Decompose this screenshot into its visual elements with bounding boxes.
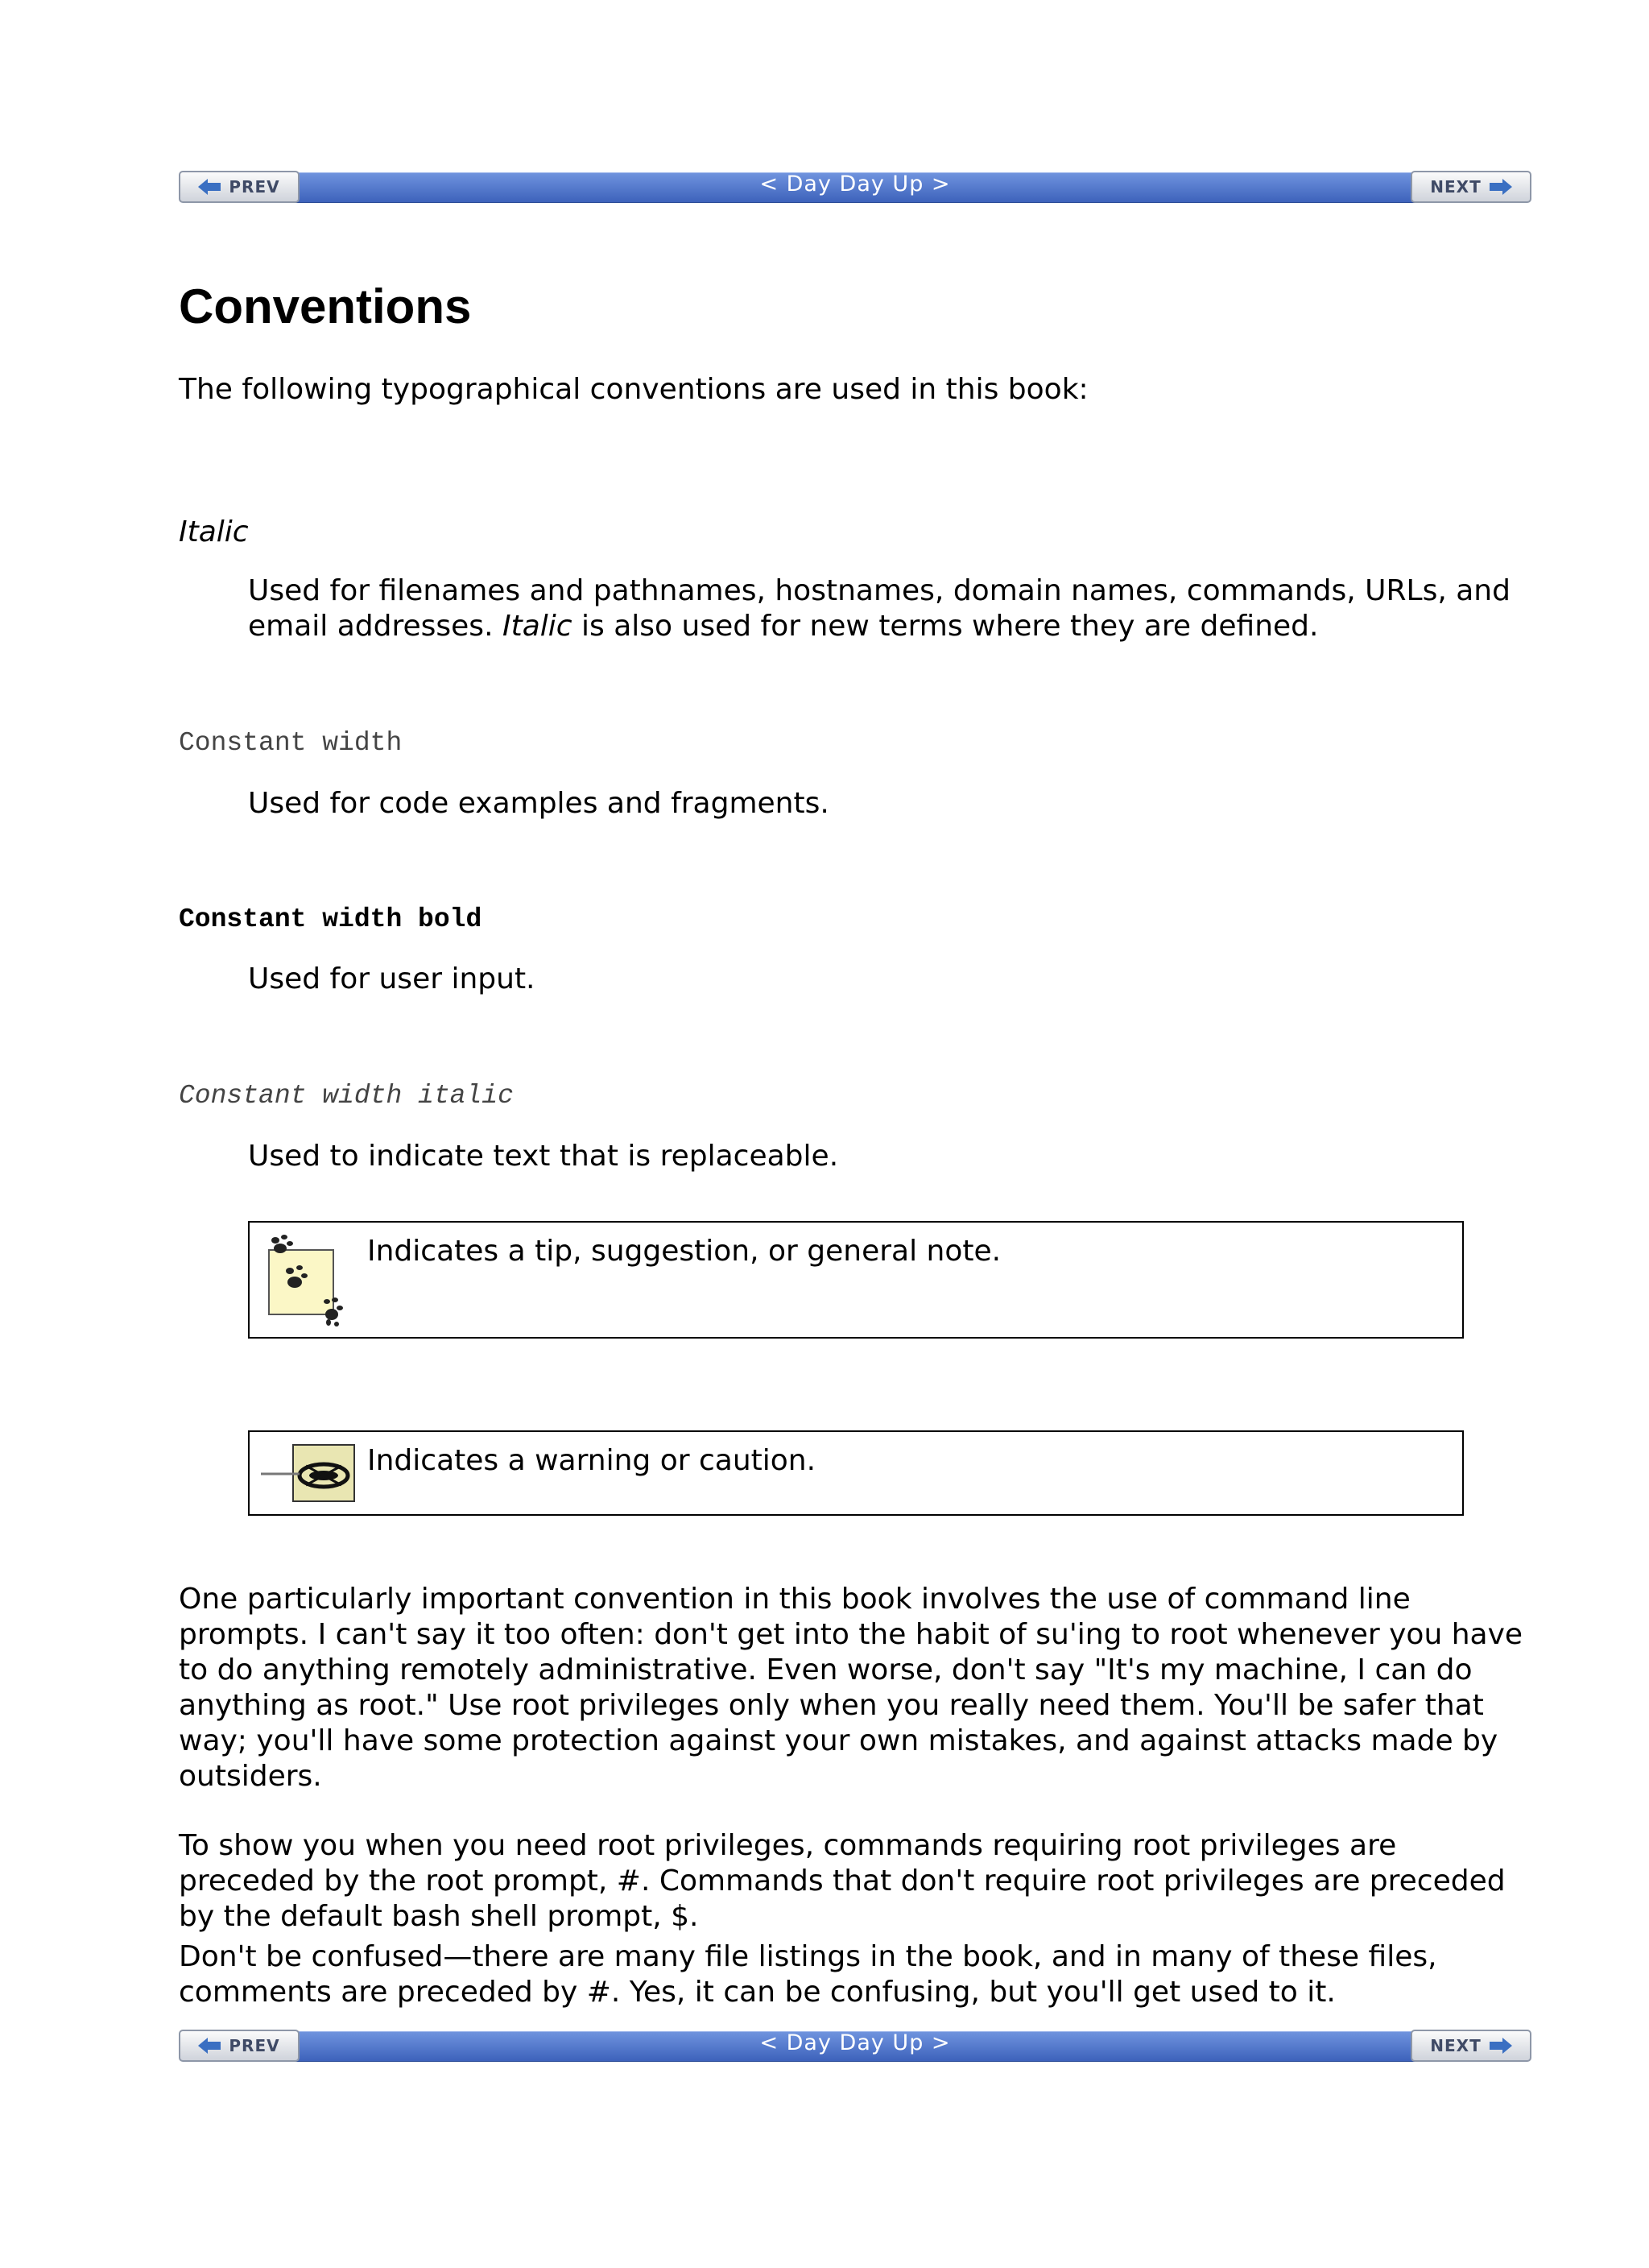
tip-paw-icon <box>258 1232 348 1329</box>
paragraph-root-privileges: To show you when you need root privileges, commands requiring root privileges are preceded by the root prompt, #. Commands that don't require root privileges are preceded by the default bash shell prompt, $. <box>179 1829 1506 1933</box>
top-navbar <box>179 171 1531 203</box>
term-constant-width-bold: Constant width bold <box>179 904 482 934</box>
prev-button[interactable] <box>179 171 300 203</box>
next-button[interactable] <box>1411 171 1531 203</box>
definition-constant-width-bold: Used for user input. <box>248 962 535 995</box>
paragraph-dont-be-confused: Don't be confused—there are many file listings in the book, and in many of these files, comments are preceded by #. Yes, it can be confusing, but you'll get used to it. <box>179 1940 1437 2009</box>
definition-italic-before: Used for filenames and pathnames, hostnames, domain names, commands, URLs, and email addresses. <box>248 574 1511 643</box>
paragraph-root-prompts: One particularly important convention in this book involves the use of command line prompts. I can't say it too often: don't get into the habit of su'ing to root whenever you have to do anything remotely administrative. Even worse, don't say "It's my machine, I can do anything as root." Use root privileges only when you really need them. You'll be safer that way; you'll have some protection against your own mistakes, and against attacks made by outsiders. <box>179 1583 1523 1793</box>
next-label-bottom: NEXT <box>1430 2036 1482 2055</box>
warning-trap-icon <box>258 1442 356 1506</box>
arrow-left-icon <box>198 2038 221 2054</box>
arrow-right-icon <box>1490 179 1512 195</box>
arrow-right-icon <box>1490 2038 1512 2054</box>
intro-text: The following typographical conventions are used in this book: <box>179 373 1089 406</box>
definition-constant-width-italic: Used to indicate text that is replaceable. <box>248 1140 839 1173</box>
arrow-left-icon <box>198 179 221 195</box>
definition-italic-after: is also used for new terms where they are defined. <box>581 610 1319 643</box>
page-title: Conventions <box>179 279 472 333</box>
tip-note-text: Indicates a tip, suggestion, or general note. <box>367 1235 1002 1268</box>
next-button-bottom[interactable] <box>1411 2030 1531 2062</box>
definition-constant-width: Used for code examples and fragments. <box>248 787 829 820</box>
prev-label-bottom: PREV <box>229 2036 280 2055</box>
prev-button-bottom[interactable] <box>179 2030 300 2062</box>
term-constant-width: Constant width <box>179 728 403 758</box>
warning-note-text: Indicates a warning or caution. <box>367 1444 816 1477</box>
bottom-navbar <box>179 2030 1531 2062</box>
term-constant-width-italic: Constant width italic <box>179 1081 514 1111</box>
day-day-up-link-bottom[interactable]: < Day Day Up > <box>759 2030 951 2055</box>
term-italic: Italic <box>179 515 249 548</box>
definition-italic-em: Italic <box>502 610 572 643</box>
tip-note-box <box>248 1221 1464 1339</box>
next-label: NEXT <box>1430 177 1482 197</box>
prev-label: PREV <box>229 177 280 197</box>
day-day-up-link[interactable]: < Day Day Up > <box>759 172 951 197</box>
definition-italic <box>248 573 1536 644</box>
warning-note-box <box>248 1430 1464 1516</box>
